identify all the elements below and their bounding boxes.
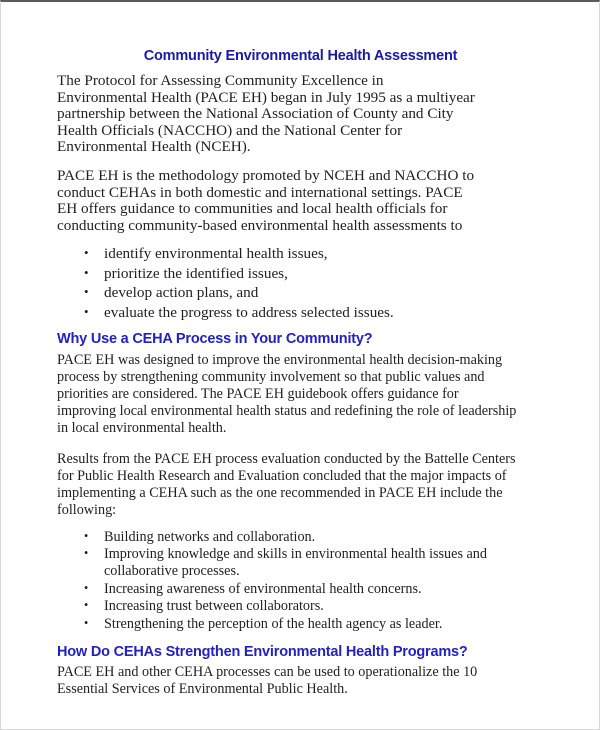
how-paragraph-1: PACE EH and other CEHA processes can be used to operationalize the 10 Essential Services of Environmental Public Health. (57, 664, 478, 698)
list-item-text: Increasing awareness of environmental health concerns. (104, 580, 422, 597)
list-item-text: Strengthening the perception of the health agency as leader. (104, 615, 443, 632)
bullet-icon: • (84, 580, 89, 595)
list-item (57, 266, 544, 282)
list-item-text: identify environmental health issues, (104, 245, 328, 263)
why-paragraph-1: PACE EH was designed to improve the environmental health decision-making process by strengthening community involvement so that public values and priorities are considered. The PACE EH guidebook offers guidance for improving local environmental health status and redefining the role of leadership in local environmental health. (57, 351, 517, 436)
list-item-text: Improving knowledge and skills in environmental health issues and collaborative processes. (104, 546, 487, 580)
intro-bullet-list (57, 246, 544, 321)
intro-paragraph-2: PACE EH is the methodology promoted by NCEH and NACCHO to conduct CEHAs in both domestic and international settings. PACE EH offers guidance to communities and local health officials for conducting community-based environmental health assessments to (57, 166, 475, 234)
bullet-icon: • (84, 598, 89, 613)
list-item (57, 529, 544, 546)
section-heading-why-use-ceha: Why Use a CEHA Process in Your Community? (57, 330, 373, 347)
list-item (57, 598, 544, 615)
impacts-bullet-list (57, 529, 544, 633)
list-item (57, 546, 544, 579)
list-item (57, 246, 544, 262)
list-item (57, 581, 544, 598)
list-item (57, 305, 544, 321)
list-item-text: prioritize the identified issues, (104, 264, 288, 282)
bullet-icon: • (84, 264, 89, 280)
list-item (57, 285, 544, 301)
bullet-icon: • (84, 528, 89, 543)
bullet-icon: • (84, 245, 89, 261)
bullet-icon: • (84, 615, 89, 630)
document-title: Community Environmental Health Assessment (143, 48, 458, 64)
bullet-icon: • (84, 546, 89, 561)
bullet-icon: • (84, 284, 89, 300)
list-item (57, 616, 544, 633)
bullet-icon: • (84, 303, 89, 319)
why-paragraph-2: Results from the PACE EH process evaluation conducted by the Battelle Centers for Public Health Research and Evaluation concluded that the major impacts of implementing a CEHA such as the one recommended in PACE EH include the following: (57, 450, 516, 518)
list-item-text: Building networks and collaboration. (104, 528, 316, 545)
list-item-text: evaluate the progress to address selected issues. (104, 303, 394, 321)
intro-paragraph-1: The Protocol for Assessing Community Excellence in Environmental Health (PACE EH) began in July 1995 as a multiyear partnership between the National Association of County and City Health Officials (NACCHO) and the National Center for Environmental Health (NCEH). (57, 72, 475, 156)
list-item-text: develop action plans, and (104, 284, 259, 302)
section-heading-how-cehas-strengthen: How Do CEHAs Strengthen Environmental Health Programs? (57, 644, 468, 661)
list-item-text: Increasing trust between collaborators. (104, 598, 324, 615)
